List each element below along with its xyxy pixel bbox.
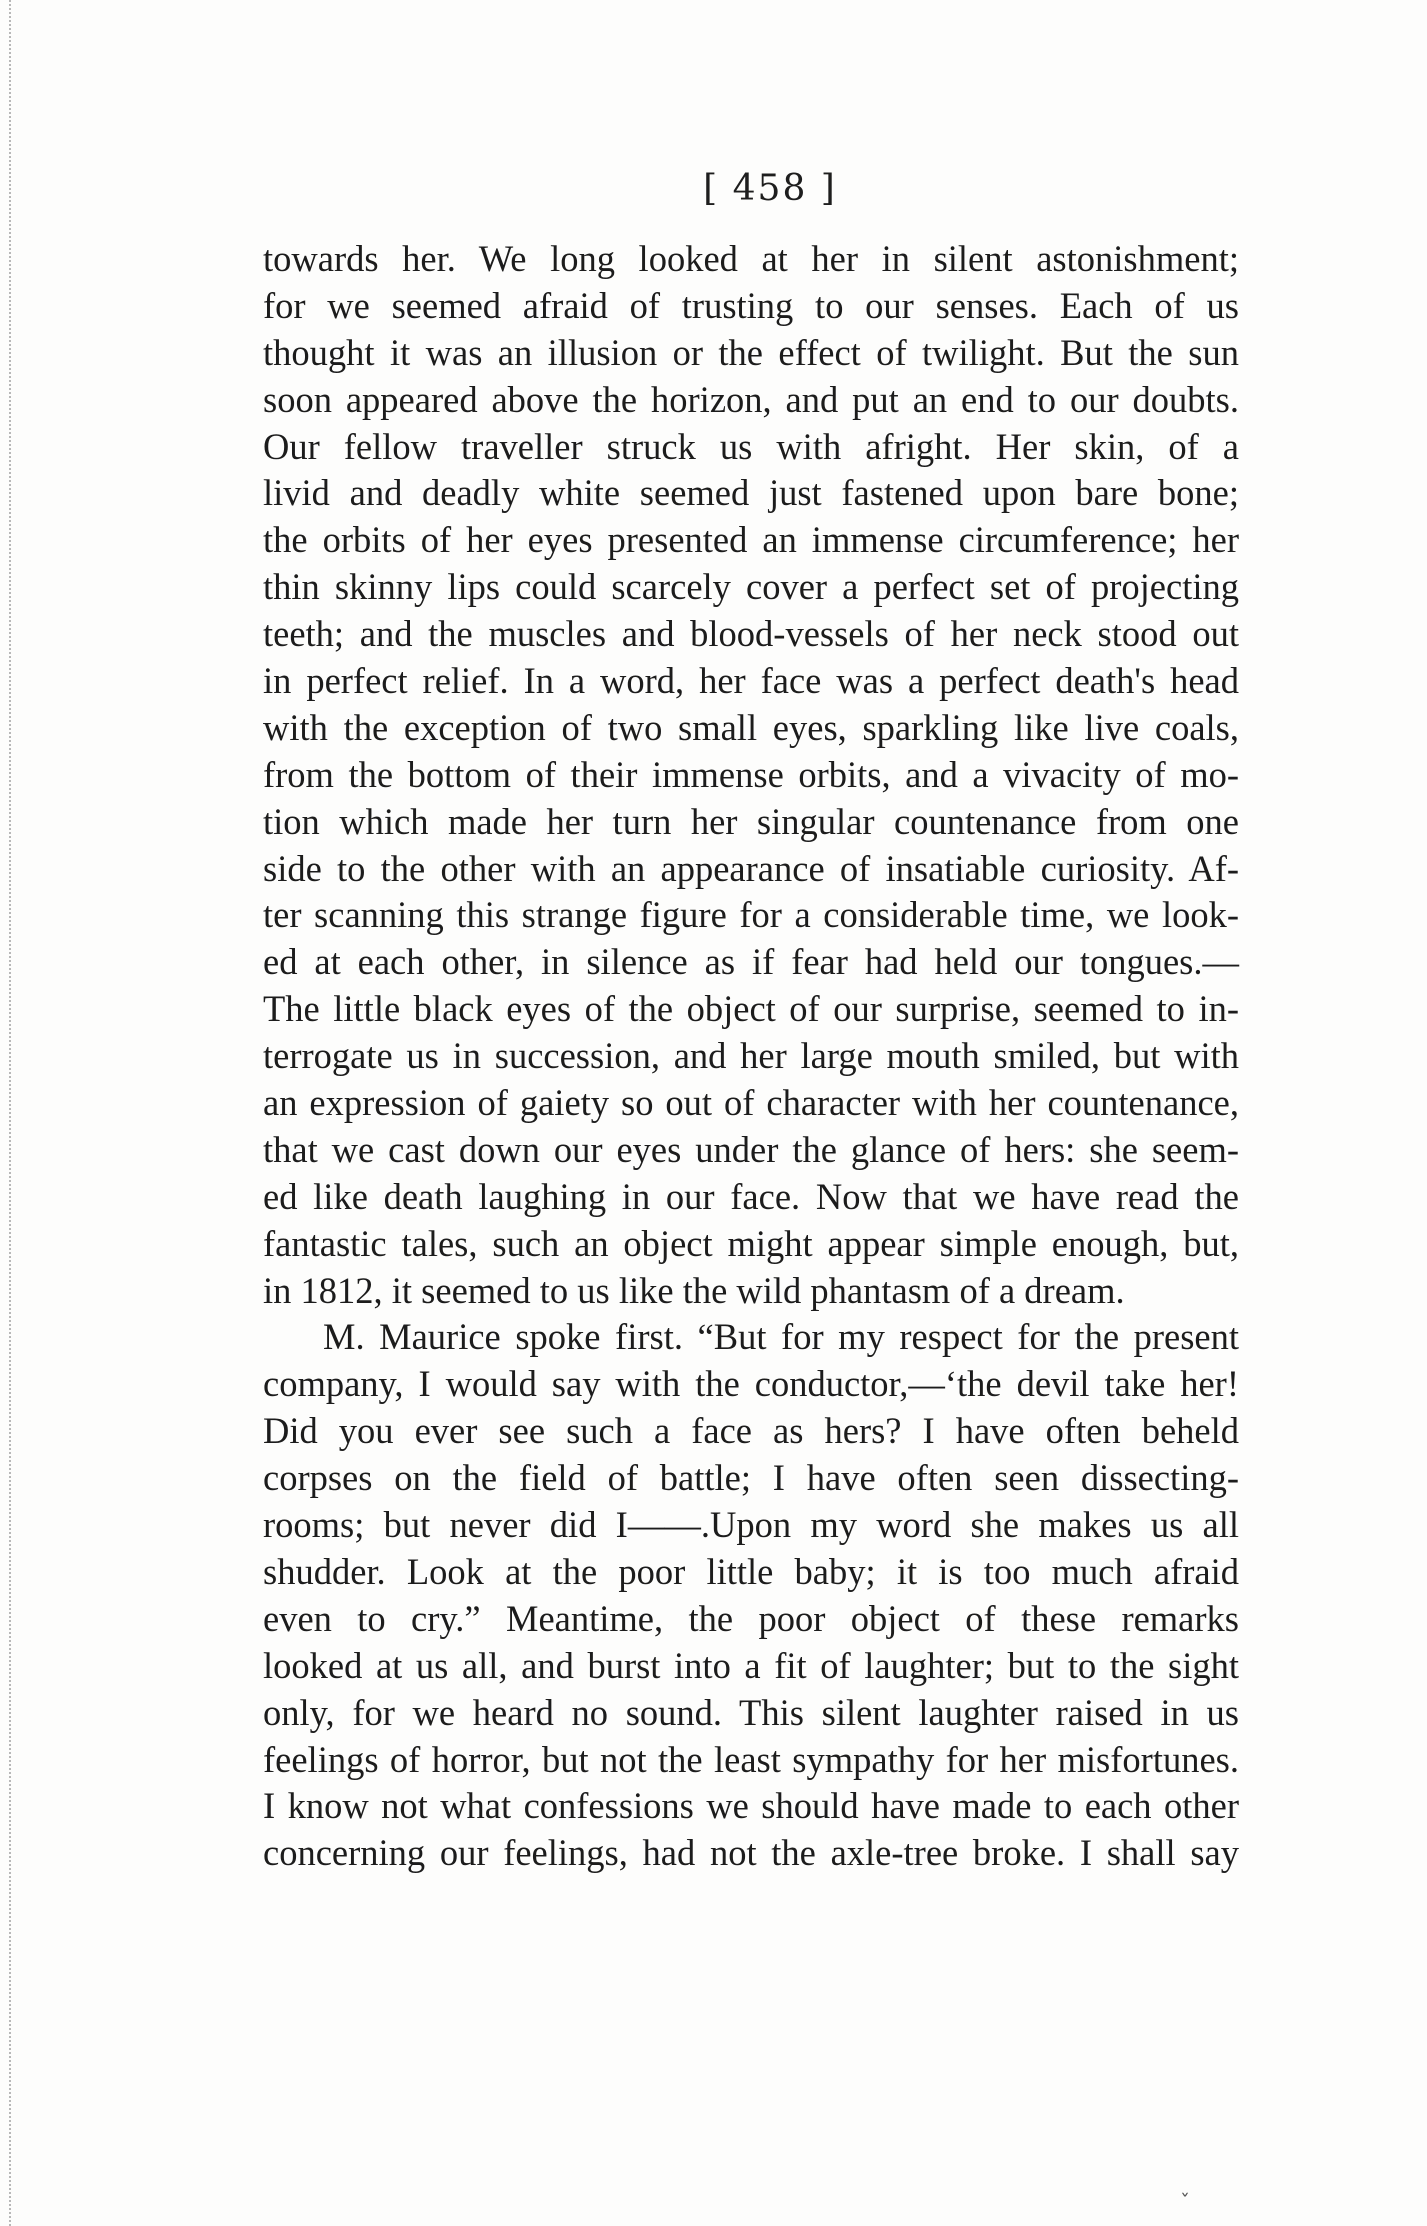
- text-line: the orbits of her eyes presented an immense circumference; her: [263, 519, 1239, 561]
- text-line: shudder. Look at the poor little baby; it is too much afraid: [263, 1550, 1239, 1592]
- text-line: side to the other with an appearance of insatiable curiosity. Af-: [263, 847, 1239, 889]
- text-line: terrogate us in succession, and her large mouth smiled, but with: [263, 1035, 1239, 1077]
- binding-edge-rule: [9, 0, 11, 2226]
- text-line: Our fellow traveller struck us with afright. Her skin, of a: [263, 425, 1239, 467]
- text-line: for we seemed afraid of trusting to our senses. Each of us: [263, 284, 1239, 326]
- text-line: from the bottom of their immense orbits, and a vivacity of mo-: [263, 753, 1239, 795]
- text-line: in 1812, it seemed to us like the wild phantasm of a dream.: [263, 1269, 1125, 1311]
- text-line: ed at each other, in silence as if fear had held our tongues.—: [263, 941, 1239, 983]
- text-line: towards her. We long looked at her in silent astonishment;: [263, 238, 1239, 279]
- text-line: concerning our feelings, had not the axle-tree broke. I shall say: [263, 1832, 1239, 1874]
- text-line: ed like death laughing in our face. Now that we have read the: [263, 1175, 1239, 1217]
- text-line: even to cry.” Meantime, the poor object of these remarks: [263, 1597, 1239, 1639]
- text-line: feelings of horror, but not the least sympathy for her misfortunes.: [263, 1738, 1239, 1780]
- text-line: fantastic tales, such an object might appear simple enough, but,: [263, 1222, 1239, 1264]
- text-line: The little black eyes of the object of our surprise, seemed to in-: [263, 988, 1239, 1030]
- text-line: in perfect relief. In a word, her face was a perfect death's head: [263, 660, 1239, 702]
- text-line: Did you ever see such a face as hers? I have often beheld: [263, 1410, 1239, 1452]
- text-line: with the exception of two small eyes, sparkling like live coals,: [263, 706, 1239, 748]
- text-line: rooms; but never did I——.Upon my word she makes us all: [263, 1504, 1239, 1546]
- text-line: M. Maurice spoke first. “But for my respect for the present: [323, 1316, 1239, 1358]
- text-line: I know not what confessions we should have made to each other: [263, 1785, 1239, 1827]
- text-line: soon appeared above the horizon, and put an end to our doubts.: [263, 378, 1239, 420]
- text-line: thought it was an illusion or the effect of twilight. But the sun: [263, 331, 1239, 373]
- text-line: corpses on the field of battle; I have often seen dissecting-: [263, 1457, 1239, 1499]
- text-line: teeth; and the muscles and blood-vessels of her neck stood out: [263, 613, 1239, 655]
- page-body-text: [263, 236, 1239, 1877]
- text-line: looked at us all, and burst into a fit of laughter; but to the sight: [263, 1644, 1239, 1686]
- text-line: an expression of gaiety so out of character with her countenance,: [263, 1082, 1239, 1124]
- text-line: livid and deadly white seemed just fastened upon bare bone;: [263, 472, 1239, 514]
- text-line: tion which made her turn her singular countenance from one: [263, 800, 1239, 842]
- text-line: that we cast down our eyes under the glance of hers: she seem-: [263, 1128, 1239, 1170]
- ink-speck: ˇ: [1180, 2190, 1190, 2214]
- text-line: thin skinny lips could scarcely cover a perfect set of projecting: [263, 566, 1239, 608]
- text-line: company, I would say with the conductor,—‘the devil take her!: [263, 1363, 1239, 1405]
- text-line: ter scanning this strange figure for a considerable time, we look-: [263, 894, 1239, 936]
- page-number: [ 458 ]: [703, 168, 837, 209]
- text-line: only, for we heard no sound. This silent laughter raised in us: [263, 1691, 1239, 1733]
